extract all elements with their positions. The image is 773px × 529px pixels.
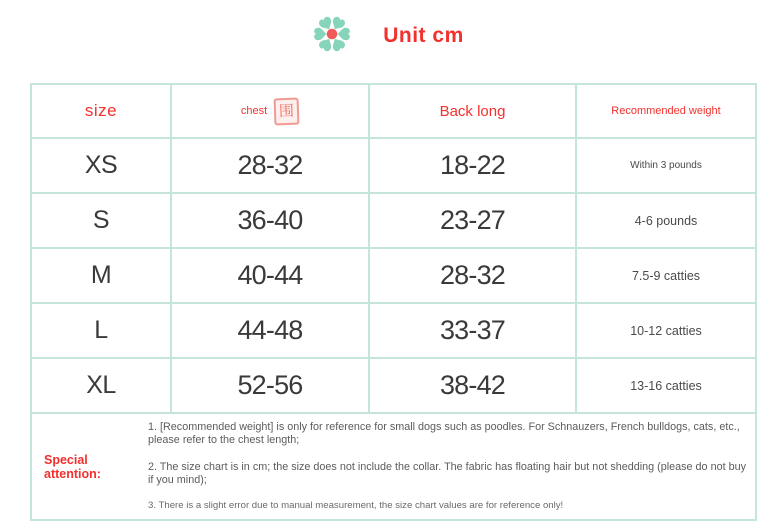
- notes-list: [148, 421, 755, 513]
- size-value: XL: [31, 358, 171, 413]
- note-item: 2. The size chart is in cm; the size does not include the collar. The fabric has floating hair but not shedding (please do not buy if you mind);: [148, 460, 746, 486]
- table-row-xs: [31, 138, 756, 193]
- notes-section: [32, 414, 755, 519]
- table-row-xl: [31, 358, 756, 413]
- note-item: 1. [Recommended weight] is only for reference for small dogs such as poodles. For Schnauzers, French bulldogs, cats, etc., please refer to the chest length;: [148, 420, 740, 447]
- table-row-l: [31, 303, 756, 358]
- back-long-value: 23-27: [369, 193, 576, 248]
- column-header-size: size: [31, 84, 171, 138]
- chest-value: 28-32: [171, 138, 369, 193]
- note-item: 3. There is a slight error due to manual measurement, the size chart values are for reference only!: [148, 500, 564, 512]
- chest-value: 40-44: [171, 248, 369, 303]
- chest-value: 44-48: [171, 303, 369, 358]
- flower-icon: [309, 11, 355, 62]
- unit-label: Unit cm: [383, 24, 464, 47]
- special-attention-row: [31, 413, 756, 520]
- girth-stamp-icon: 围: [274, 97, 300, 125]
- size-value: S: [31, 193, 171, 248]
- top-banner: [0, 0, 773, 68]
- column-header-back-long: Back long: [369, 84, 576, 138]
- weight-value: 13-16 catties: [576, 358, 756, 413]
- weight-value: 7.5-9 catties: [576, 248, 756, 303]
- weight-value: Within 3 pounds: [576, 138, 756, 193]
- chest-value: 36-40: [171, 193, 369, 248]
- chest-value: 52-56: [171, 358, 369, 413]
- column-header-chest: [171, 84, 369, 138]
- size-chart-table: [30, 83, 757, 521]
- table-row-m: [31, 248, 756, 303]
- weight-value: 4-6 pounds: [576, 193, 756, 248]
- header-row: [31, 84, 756, 138]
- table-row-s: [31, 193, 756, 248]
- back-long-value: 38-42: [369, 358, 576, 413]
- weight-value: 10-12 catties: [576, 303, 756, 358]
- size-value: XS: [31, 138, 171, 193]
- back-long-value: 33-37: [369, 303, 576, 358]
- size-value: L: [31, 303, 171, 358]
- back-long-value: 18-22: [369, 138, 576, 193]
- back-long-value: 28-32: [369, 248, 576, 303]
- size-value: M: [31, 248, 171, 303]
- special-attention-label: Special attention:: [44, 452, 101, 481]
- chest-header-label: chest: [240, 105, 268, 117]
- column-header-recommended-weight: Recommended weight: [576, 84, 756, 138]
